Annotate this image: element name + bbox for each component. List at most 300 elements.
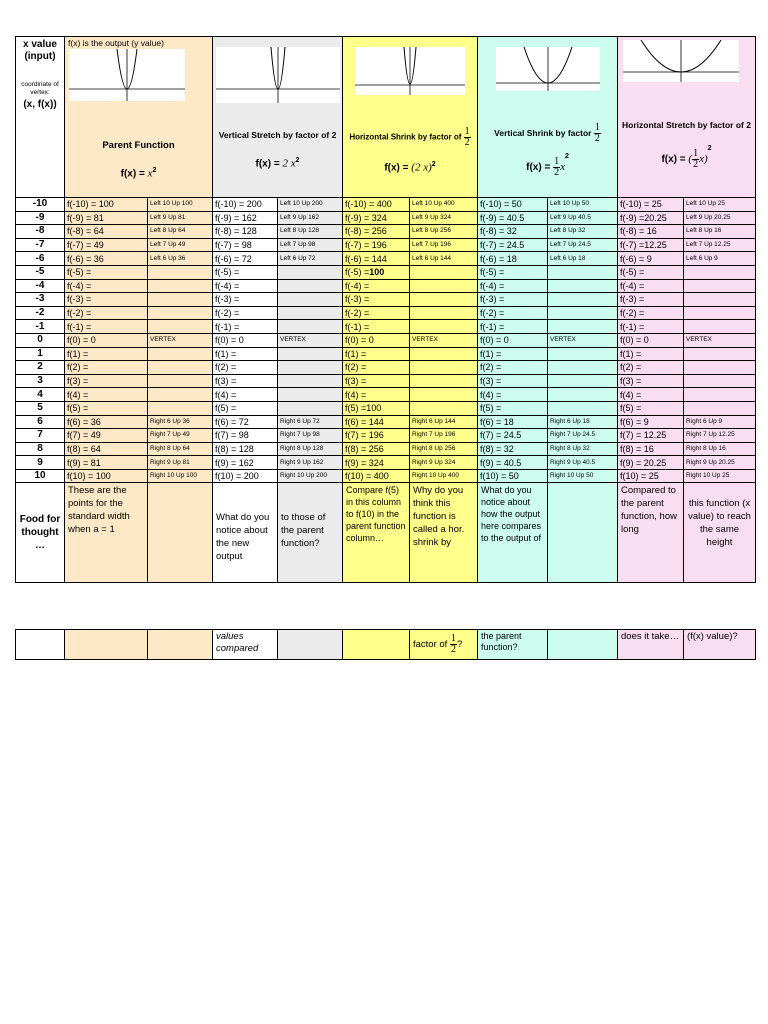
table-row [16, 442, 756, 456]
output-cell: f(10) = 400 [343, 469, 410, 483]
point-note-cell: Left 9 Up 20.25 [684, 211, 756, 225]
point-note-cell [548, 320, 618, 334]
point-note-cell [148, 320, 213, 334]
point-note-cell [410, 320, 478, 334]
point-note-cell [548, 388, 618, 402]
tail-cell [148, 630, 213, 660]
point-note-cell: Left 9 Up 81 [148, 211, 213, 225]
vertical-stretch-formula: f(x) = 2 $x^2$ [255, 157, 300, 170]
output-cell: f(-9) = 81 [65, 211, 148, 225]
table-row [16, 265, 756, 279]
output-cell: f(7) = 12.25 [618, 429, 684, 443]
output-cell: f(2) = [65, 361, 148, 375]
point-note-cell: Left 9 Up 40.5 [548, 211, 618, 225]
point-note-cell: Right 9 Up 40.5 [548, 456, 618, 470]
output-cell: f(5) = [213, 401, 278, 415]
output-cell: f(-2) = [618, 306, 684, 320]
point-note-cell [148, 401, 213, 415]
output-cell: f(-9) = 40.5 [478, 211, 548, 225]
point-note-cell [548, 401, 618, 415]
output-cell: f(-5) = [478, 265, 548, 279]
point-note-cell [410, 374, 478, 388]
point-note-cell: Right 9 Up 324 [410, 456, 478, 470]
table-row [16, 429, 756, 443]
output-cell: f(4) = [478, 388, 548, 402]
tail-cell [548, 630, 618, 660]
output-cell: f(10) = 200 [213, 469, 278, 483]
table-row [16, 401, 756, 415]
food-note [548, 483, 618, 583]
output-cell: f(-10) = 200 [213, 198, 278, 212]
output-cell: f(-1) = [343, 320, 410, 334]
vertical-stretch-title: Vertical Stretch by factor of 2 [218, 130, 337, 140]
output-cell: f(-2) = [213, 306, 278, 320]
output-cell: f(1) = [65, 347, 148, 361]
output-cell: f(-6) = 72 [213, 252, 278, 266]
point-note-cell [410, 293, 478, 307]
output-cell: f(10) = 25 [618, 469, 684, 483]
x-value-label: x value (input) [23, 39, 57, 62]
point-note-cell: Right 8 Up 128 [278, 442, 343, 456]
point-note-cell [148, 306, 213, 320]
point-note-cell [278, 293, 343, 307]
point-note-cell [684, 293, 756, 307]
output-cell: f(4) = [213, 388, 278, 402]
point-note-cell: VERTEX [278, 333, 343, 347]
x-value-cell: 3 [16, 374, 65, 388]
output-cell: f(8) = 128 [213, 442, 278, 456]
point-note-cell: Left 6 Up 9 [684, 252, 756, 266]
tail-cell [278, 630, 343, 660]
output-cell: f(10) = 100 [65, 469, 148, 483]
output-cell: f(0) = 0 [618, 333, 684, 347]
output-cell: f(9) = 324 [343, 456, 410, 470]
point-note-cell: Right 6 Up 36 [148, 415, 213, 429]
output-cell: f(9) = 81 [65, 456, 148, 470]
vertex-note: coordinate of vertex: [21, 81, 59, 96]
point-note-cell [410, 401, 478, 415]
point-note-cell: Right 9 Up 20.25 [684, 456, 756, 470]
vertical-shrink-formula: f(x) = $\frac{1}{2}$ $x^2$ [526, 152, 569, 178]
point-note-cell: Right 10 Up 50 [548, 469, 618, 483]
output-cell: f(8) = 16 [618, 442, 684, 456]
point-note-cell: Right 10 Up 25 [684, 469, 756, 483]
output-cell: f(6) = 36 [65, 415, 148, 429]
point-note-cell [278, 347, 343, 361]
point-note-cell [410, 279, 478, 293]
x-value-cell: -3 [16, 293, 65, 307]
table-row [16, 320, 756, 334]
output-cell: f(4) = [343, 388, 410, 402]
point-note-cell: Left 9 Up 324 [410, 211, 478, 225]
horizontal-shrink-graph [355, 47, 465, 95]
point-note-cell: Left 7 Up 12.25 [684, 238, 756, 252]
point-note-cell [278, 320, 343, 334]
point-note-cell [684, 361, 756, 375]
point-note-cell: Right 8 Up 16 [684, 442, 756, 456]
x-value-cell: 1 [16, 347, 65, 361]
point-note-cell: VERTEX [148, 333, 213, 347]
point-note-cell: Left 7 Up 24.5 [548, 238, 618, 252]
output-cell: f(-8) = 64 [65, 225, 148, 239]
point-note-cell: Right 10 Up 400 [410, 469, 478, 483]
fx-note: f(x) is the output (y value) [68, 38, 164, 48]
output-cell: f(7) = 49 [65, 429, 148, 443]
point-note-cell: Left 7 Up 98 [278, 238, 343, 252]
x-value-cell: 5 [16, 401, 65, 415]
point-note-cell: Right 7 Up 24.5 [548, 429, 618, 443]
x-header-cell [16, 37, 65, 198]
parent-formula: $f(x) = x^2$ [120, 167, 157, 180]
point-note-cell [548, 347, 618, 361]
x-value-cell: 8 [16, 442, 65, 456]
food-note [148, 483, 213, 583]
output-cell: f(2) = [213, 361, 278, 375]
point-note-cell [684, 279, 756, 293]
point-note-cell [684, 306, 756, 320]
x-value-cell: -8 [16, 225, 65, 239]
output-cell: f(-4) = [213, 279, 278, 293]
point-note-cell [148, 265, 213, 279]
x-value-cell: -1 [16, 320, 65, 334]
parent-graph [69, 49, 185, 101]
output-cell: f(-2) = [65, 306, 148, 320]
food-note: Compare f(5) in this column to f(10) in the parent function column… [343, 483, 410, 583]
point-note-cell [548, 279, 618, 293]
food-note: Why do you think this function is called a hor. shrink by [410, 483, 478, 583]
output-cell: f(-8) = 32 [478, 225, 548, 239]
output-cell: f(-8) = 16 [618, 225, 684, 239]
output-cell: f(1) = [478, 347, 548, 361]
food-note: this function (x value) to reach the same height [684, 483, 756, 583]
output-cell: f(0) = 0 [65, 333, 148, 347]
table-row [16, 415, 756, 429]
output-cell: f(-10) = 25 [618, 198, 684, 212]
output-cell: f(7) = 196 [343, 429, 410, 443]
output-cell: f(7) = 24.5 [478, 429, 548, 443]
point-note-cell [278, 374, 343, 388]
x-value-cell: -4 [16, 279, 65, 293]
output-cell: f(-9) = 162 [213, 211, 278, 225]
point-note-cell: Right 7 Up 98 [278, 429, 343, 443]
output-cell: f(-4) = [343, 279, 410, 293]
tail-note: (f(x) value)? [684, 630, 756, 660]
point-note-cell: Left 8 Up 256 [410, 225, 478, 239]
point-note-cell: Left 7 Up 196 [410, 238, 478, 252]
output-cell: f(-5) = [618, 265, 684, 279]
output-cell: f(-10) = 50 [478, 198, 548, 212]
point-note-cell [148, 388, 213, 402]
point-note-cell [148, 279, 213, 293]
output-cell: f(-2) = [343, 306, 410, 320]
point-note-cell: Right 7 Up 196 [410, 429, 478, 443]
header-row [16, 37, 756, 198]
output-cell: f(1) = [343, 347, 410, 361]
output-cell: f(8) = 64 [65, 442, 148, 456]
point-note-cell: Right 9 Up 162 [278, 456, 343, 470]
point-note-cell: Right 7 Up 49 [148, 429, 213, 443]
output-cell: f(-1) = [65, 320, 148, 334]
point-note-cell [684, 401, 756, 415]
output-cell: f(-8) = 128 [213, 225, 278, 239]
point-note-cell: Right 8 Up 64 [148, 442, 213, 456]
food-note: These are the points for the standard width when a = 1 [65, 483, 148, 583]
output-cell: f(-2) = [478, 306, 548, 320]
output-cell: f(-1) = [478, 320, 548, 334]
vertical-stretch-graph [216, 47, 340, 103]
output-cell: f(-3) = [618, 293, 684, 307]
food-note: What do you notice about how the output here compares to the output of [478, 483, 548, 583]
tail-cell [16, 630, 65, 660]
x-value-cell: -7 [16, 238, 65, 252]
output-cell: f(9) = 20.25 [618, 456, 684, 470]
output-cell: f(-3) = [478, 293, 548, 307]
table-row [16, 347, 756, 361]
point-note-cell [278, 361, 343, 375]
point-note-cell [548, 265, 618, 279]
point-note-cell: Right 8 Up 32 [548, 442, 618, 456]
point-note-cell [410, 306, 478, 320]
vertical-shrink-graph [496, 47, 600, 91]
output-cell: f(-3) = [65, 293, 148, 307]
x-value-cell: 9 [16, 456, 65, 470]
point-note-cell: Right 8 Up 256 [410, 442, 478, 456]
transformation-table [15, 36, 756, 583]
point-note-cell: Left 8 Up 64 [148, 225, 213, 239]
output-cell: f(6) = 72 [213, 415, 278, 429]
x-value-cell: 2 [16, 361, 65, 375]
point-note-cell: Left 8 Up 16 [684, 225, 756, 239]
point-note-cell [684, 374, 756, 388]
food-note: What do you notice about the new output [213, 483, 278, 583]
point-note-cell: VERTEX [410, 333, 478, 347]
point-note-cell [278, 401, 343, 415]
point-note-cell [684, 347, 756, 361]
output-cell: f(-4) = [478, 279, 548, 293]
point-note-cell: Left 6 Up 72 [278, 252, 343, 266]
output-cell: f(0) = 0 [343, 333, 410, 347]
point-note-cell: Right 10 Up 100 [148, 469, 213, 483]
output-cell: f(6) = 144 [343, 415, 410, 429]
output-cell: f(-8) = 256 [343, 225, 410, 239]
parent-function-header [65, 37, 213, 198]
point-note-cell: Right 9 Up 81 [148, 456, 213, 470]
output-cell: f(-9) = 324 [343, 211, 410, 225]
point-note-cell [278, 388, 343, 402]
output-cell: f(5) = [618, 401, 684, 415]
output-cell: f(0) = 0 [478, 333, 548, 347]
output-cell: f(-3) = [343, 293, 410, 307]
food-note: Compared to the parent function, how long [618, 483, 684, 583]
horizontal-stretch-title: Horizontal Stretch by factor of 2 [622, 120, 751, 130]
food-for-thought-row [16, 483, 756, 583]
tail-note: factor of $\frac{1}{2}$ ? [410, 630, 478, 660]
output-cell: f(-5) =100 [343, 265, 410, 279]
output-cell: f(4) = [65, 388, 148, 402]
parent-title: Parent Function [102, 140, 175, 151]
output-cell: f(3) = [343, 374, 410, 388]
output-cell: f(2) = [618, 361, 684, 375]
output-cell: f(-10) = 100 [65, 198, 148, 212]
point-note-cell: Right 6 Up 72 [278, 415, 343, 429]
output-cell: f(8) = 32 [478, 442, 548, 456]
horizontal-stretch-header [618, 37, 756, 198]
x-value-cell: 7 [16, 429, 65, 443]
point-note-cell [684, 265, 756, 279]
output-cell: f(-9) =20.25 [618, 211, 684, 225]
output-cell: f(-5) = [65, 265, 148, 279]
point-note-cell: Left 10 Up 25 [684, 198, 756, 212]
continuation-table [15, 629, 756, 660]
point-note-cell [278, 279, 343, 293]
output-cell: f(5) = [65, 401, 148, 415]
output-cell: f(-6) = 36 [65, 252, 148, 266]
x-value-cell: -10 [16, 198, 65, 212]
vertical-stretch-header [213, 37, 343, 198]
table-row [16, 469, 756, 483]
point-note-cell: Left 10 Up 400 [410, 198, 478, 212]
point-note-cell: Right 7 Up 12.25 [684, 429, 756, 443]
output-cell: f(-6) = 9 [618, 252, 684, 266]
output-cell: f(7) = 98 [213, 429, 278, 443]
output-cell: f(-7) = 24.5 [478, 238, 548, 252]
horizontal-stretch-formula: f(x) = ( $\frac{1}{2}$ x)$^2$ [661, 144, 712, 170]
output-cell: f(6) = 18 [478, 415, 548, 429]
x-value-cell: 6 [16, 415, 65, 429]
output-cell: f(3) = [65, 374, 148, 388]
horizontal-shrink-formula: f(x) = (2 x)$^2$ [384, 161, 436, 174]
output-cell: f(-6) = 144 [343, 252, 410, 266]
x-value-cell: -2 [16, 306, 65, 320]
point-note-cell [278, 306, 343, 320]
point-note-cell [684, 320, 756, 334]
point-note-cell: Left 8 Up 128 [278, 225, 343, 239]
horizontal-shrink-header [343, 37, 478, 198]
point-note-cell: Right 10 Up 200 [278, 469, 343, 483]
output-cell: f(-7) = 98 [213, 238, 278, 252]
point-note-cell: Left 6 Up 36 [148, 252, 213, 266]
output-cell: f(8) = 256 [343, 442, 410, 456]
continuation-row [16, 630, 756, 660]
output-cell: f(-1) = [213, 320, 278, 334]
table-row [16, 252, 756, 266]
point-note-cell: Left 6 Up 144 [410, 252, 478, 266]
point-note-cell: Left 6 Up 18 [548, 252, 618, 266]
point-note-cell: Left 10 Up 100 [148, 198, 213, 212]
output-cell: f(3) = [213, 374, 278, 388]
table-row [16, 225, 756, 239]
output-cell: f(-10) = 400 [343, 198, 410, 212]
point-note-cell: Left 10 Up 50 [548, 198, 618, 212]
vertical-shrink-title: Vertical Shrink by factor $\frac{1}{2}$ [494, 122, 600, 144]
output-cell: f(3) = [618, 374, 684, 388]
output-cell: f(5) =100 [343, 401, 410, 415]
food-label: Food for thought … [16, 483, 65, 583]
output-cell: f(9) = 40.5 [478, 456, 548, 470]
point-note-cell: VERTEX [548, 333, 618, 347]
output-cell: f(-6) = 18 [478, 252, 548, 266]
tail-note: the parent function? [478, 630, 548, 660]
table-row [16, 238, 756, 252]
point-note-cell [548, 361, 618, 375]
tail-cell [65, 630, 148, 660]
point-note-cell [410, 388, 478, 402]
output-cell: f(-5) = [213, 265, 278, 279]
point-note-cell [410, 265, 478, 279]
food-note: to those of the parent function? [278, 483, 343, 583]
output-cell: f(-7) = 196 [343, 238, 410, 252]
table-row [16, 388, 756, 402]
output-cell: f(-4) = [618, 279, 684, 293]
point-note-cell [548, 293, 618, 307]
output-cell: f(2) = [343, 361, 410, 375]
point-note-cell [148, 293, 213, 307]
output-cell: f(3) = [478, 374, 548, 388]
output-cell: f(5) = [478, 401, 548, 415]
output-cell: f(10) = 50 [478, 469, 548, 483]
output-cell: f(6) = 9 [618, 415, 684, 429]
point-note-cell [148, 374, 213, 388]
x-value-cell: -5 [16, 265, 65, 279]
horizontal-shrink-title: Horizontal Shrink by factor of $\frac{1}{2}$ [349, 126, 470, 148]
table-row [16, 361, 756, 375]
output-cell: f(-3) = [213, 293, 278, 307]
output-cell: f(1) = [213, 347, 278, 361]
table-row [16, 306, 756, 320]
output-cell: f(-1) = [618, 320, 684, 334]
point-note-cell [278, 265, 343, 279]
point-note-cell [410, 361, 478, 375]
point-note-cell [148, 361, 213, 375]
point-note-cell: Right 6 Up 144 [410, 415, 478, 429]
table-row [16, 333, 756, 347]
tail-cell [343, 630, 410, 660]
point-note-cell [548, 306, 618, 320]
point-note-cell: VERTEX [684, 333, 756, 347]
point-note-cell: Left 9 Up 162 [278, 211, 343, 225]
x-value-cell: -9 [16, 211, 65, 225]
point-note-cell: Left 8 Up 32 [548, 225, 618, 239]
table-row [16, 293, 756, 307]
output-cell: f(-7) =12.25 [618, 238, 684, 252]
table-row [16, 456, 756, 470]
x-value-cell: 4 [16, 388, 65, 402]
x-value-cell: -6 [16, 252, 65, 266]
x-value-cell: 0 [16, 333, 65, 347]
output-cell: f(0) = 0 [213, 333, 278, 347]
tail-note: does it take… [618, 630, 684, 660]
point-note-cell [684, 388, 756, 402]
tail-note: values compared [213, 630, 278, 660]
table-row [16, 279, 756, 293]
point-note-cell [148, 347, 213, 361]
output-cell: f(1) = [618, 347, 684, 361]
horizontal-stretch-graph [623, 40, 739, 82]
point-note-cell: Right 6 Up 9 [684, 415, 756, 429]
output-cell: f(-7) = 49 [65, 238, 148, 252]
table-row [16, 374, 756, 388]
x-value-cell: 10 [16, 469, 65, 483]
output-cell: f(2) = [478, 361, 548, 375]
output-cell: f(4) = [618, 388, 684, 402]
point-note-cell: Right 6 Up 18 [548, 415, 618, 429]
vertical-shrink-header [478, 37, 618, 198]
point-note-cell: Left 10 Up 200 [278, 198, 343, 212]
table-row [16, 211, 756, 225]
output-cell: f(9) = 162 [213, 456, 278, 470]
point-note-cell: Left 7 Up 49 [148, 238, 213, 252]
output-cell: f(-4) = [65, 279, 148, 293]
